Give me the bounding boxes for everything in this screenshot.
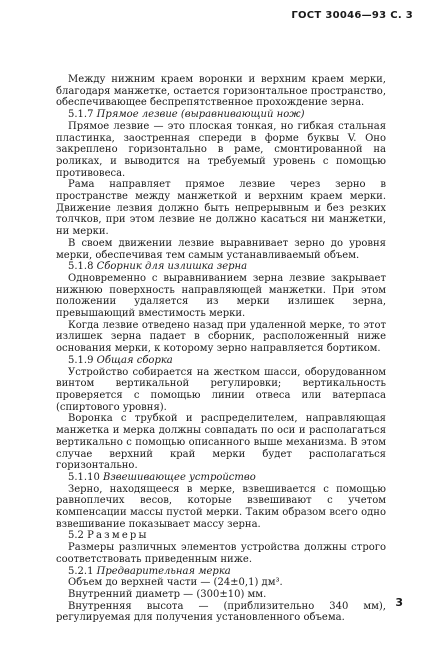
section-heading-5-2-1	[56, 566, 386, 578]
page-number: 3	[395, 596, 403, 609]
section-number: 5.1.7	[68, 109, 94, 121]
paragraph: Рама направляет прямое лезвие через зерно в пространстве между манжеткой и верхним краем мерки. Движение лезвия должно быть непрерывным и без резких толчков, при этом лезвие не должно касаться ни манжетки, ни мерки.	[56, 179, 386, 238]
paragraph: Воронка с трубкой и распределителем, направляющая манжетка и мерка должны совпадать по оси и располагаться вертикально с помощью описанного выше механизма. В этом случае верхний край мерки будет располагаться горизонтально.	[56, 413, 386, 472]
section-title: Размеры	[87, 530, 149, 542]
section-heading-5-1-7	[56, 109, 386, 121]
section-heading-5-2	[56, 530, 386, 542]
paragraph: Одновременно с выравниванием зерна лезвие закрывает нижнюю поверхность направляющей манжетки. При этом положении удаляется из мерки излишек зерна, превышающий вместимость мерки.	[56, 272, 386, 320]
paragraph: В своем движении лезвие выравнивает зерно до уровня мерки, обеспечивая тем самым устанавливаемый объем.	[56, 237, 386, 261]
standard-header: ГОСТ 30046—93 С. 3	[291, 10, 413, 21]
section-number: 5.1.8	[68, 261, 94, 273]
section-heading-5-1-10	[56, 472, 386, 484]
section-number: 5.1.9	[68, 354, 94, 366]
section-number: 5.2.1	[68, 565, 94, 577]
section-title: Предварительная мерка	[96, 565, 231, 577]
spec-line: Объем до верхней части — (24±0,1) дм³.	[68, 577, 283, 589]
paragraph: Внутренняя высота — (приблизительно 340 мм), регулируемая для получения установленного объема.	[56, 600, 386, 624]
section-heading-5-1-9	[56, 355, 386, 367]
section-title: Сборник для излишка зерна	[96, 261, 248, 273]
paragraph: Зерно, находящееся в мерке, взвешивается с помощью равноплечих весов, которые взвешивают с учетом компенсации массы пустой мерки. Таким образом всего одно взвешивание показывает массу зерна.	[56, 483, 386, 530]
document-body	[56, 74, 386, 624]
paragraph: Устройство собирается на жестком шасси, оборудованном винтом вертикальной регулировки; вертикальность проверяется с помощью линии отвеса или ватерпаса (спиртового уровня).	[56, 366, 386, 413]
section-number: 5.1.10	[68, 471, 100, 483]
section-title: Общая сборка	[96, 354, 173, 366]
spec-line: Внутренний диаметр — (300±10) мм.	[68, 588, 267, 600]
section-number: 5.2	[68, 530, 84, 542]
paragraph: Размеры различных элементов устройства должны строго соответствовать приведенным ниже.	[56, 542, 386, 565]
section-heading-5-1-8	[56, 261, 386, 273]
paragraph: Когда лезвие отведено назад при удаленной мерке, то этот излишек зерна падает в сборник, расположенный ниже основания мерки, к которому зерно направляется бортиком.	[56, 319, 386, 355]
paragraph: Между нижним краем воронки и верхним краем мерки, благодаря манжетке, остается горизонтальное пространство, обеспечивающее беспрепятственное прохождение зерна.	[56, 74, 386, 109]
section-title: Прямое лезвие (выравнивающий нож)	[96, 109, 305, 121]
paragraph: Прямое лезвие — это плоская тонкая, но гибкая стальная пластинка, заостренная спереди в форме буквы V. Оно закреплено горизонтально в раме, смонтированной на роликах, и выводится на требуемый уровень с помощью противовеса.	[56, 120, 386, 179]
section-title: Взвешивающее устройство	[103, 471, 256, 483]
